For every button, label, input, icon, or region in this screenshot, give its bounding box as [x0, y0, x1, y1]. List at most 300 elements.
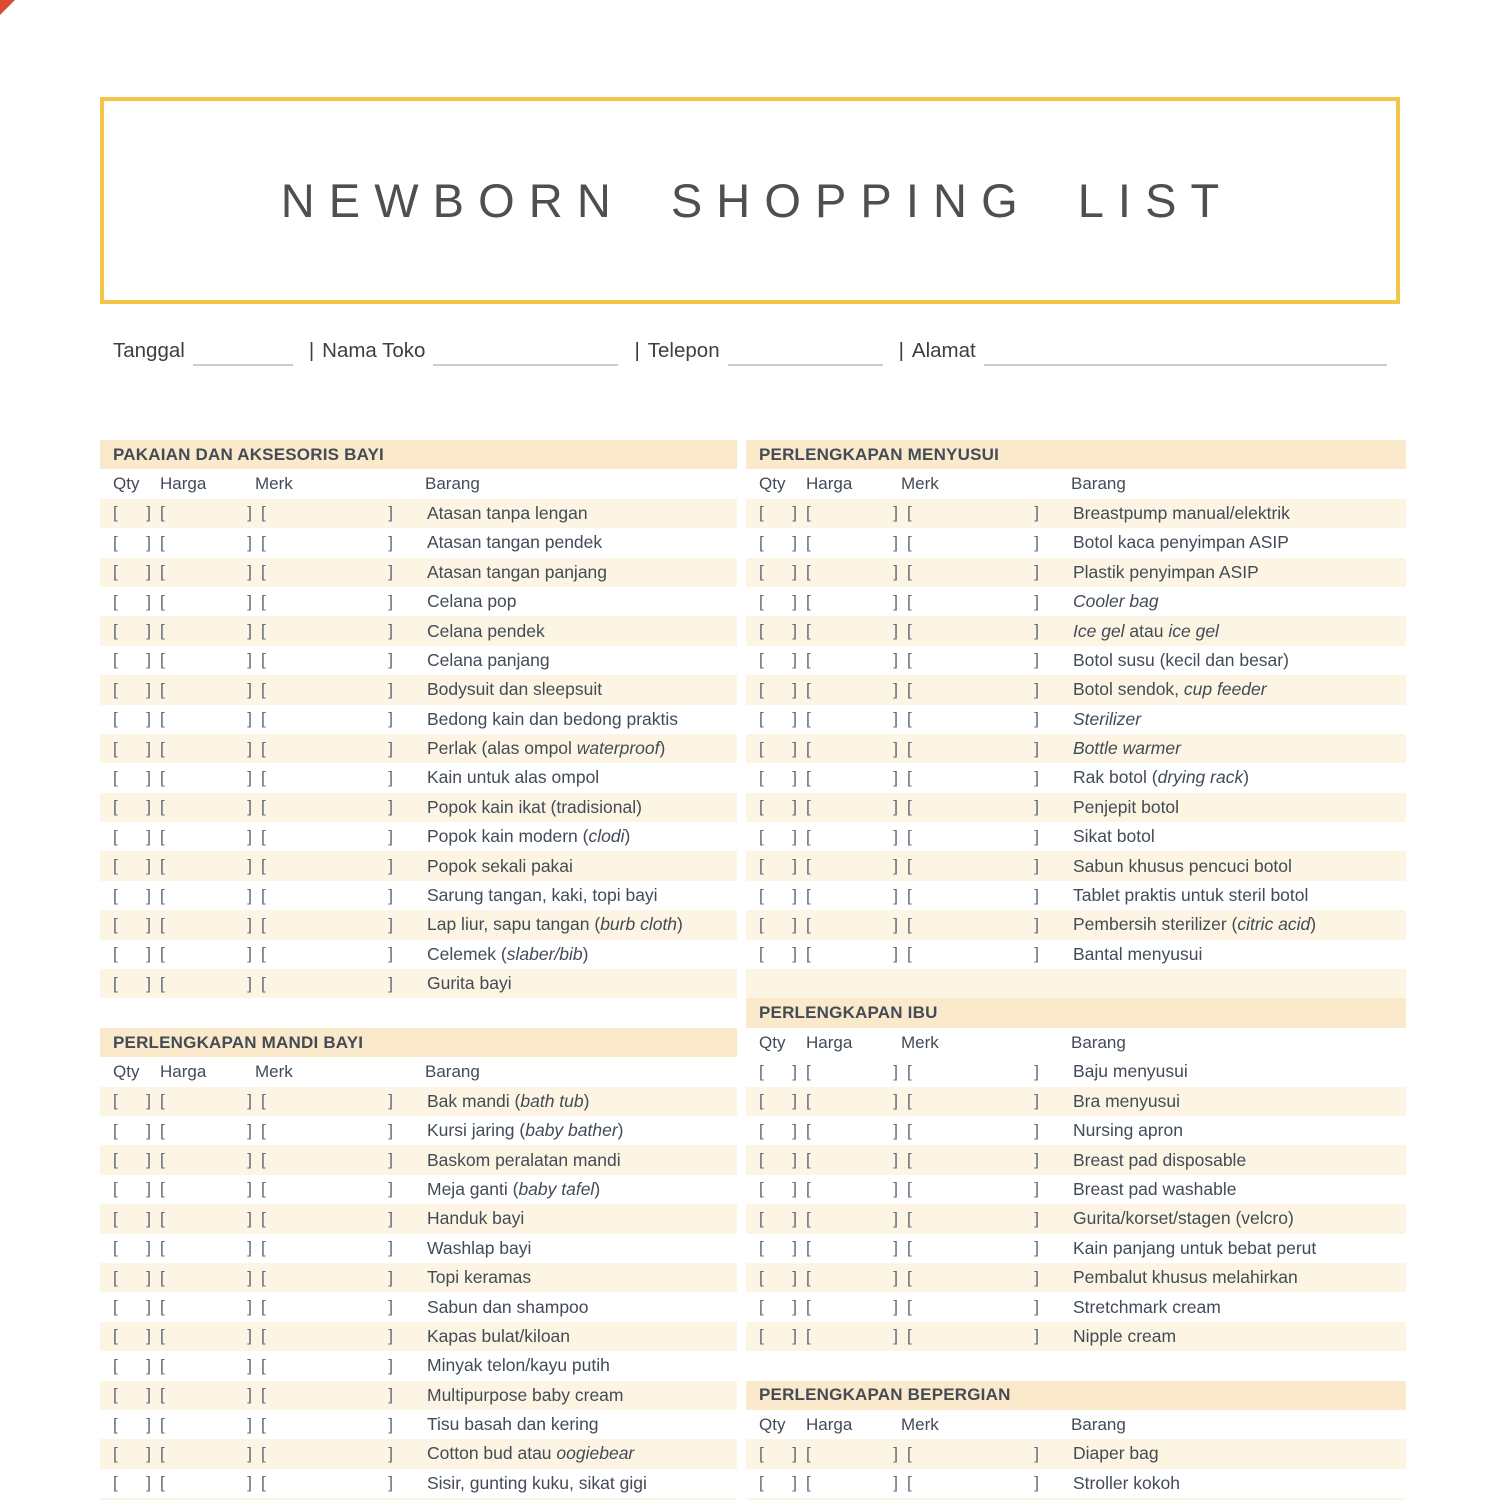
- list-item: [746, 616, 1406, 645]
- item-label: Handuk bayi: [427, 1208, 525, 1229]
- qty-bracket-field: [ ]: [113, 973, 151, 993]
- qty-bracket-field: [ ]: [113, 1208, 151, 1228]
- item-label: Stroller kokoh: [1073, 1472, 1180, 1493]
- section-header: PERLENGKAPAN MANDI BAYI: [100, 1028, 737, 1057]
- list-item: [746, 763, 1406, 792]
- item-label: Celana pendek: [427, 620, 545, 641]
- qty-bracket-field: [ ]: [113, 591, 151, 611]
- info-blank-nama-toko: [433, 338, 618, 366]
- harga-bracket-field: [ ]: [160, 767, 252, 787]
- harga-bracket-field: [ ]: [806, 1061, 898, 1081]
- separator: |: [308, 339, 315, 362]
- harga-bracket-field: [ ]: [806, 797, 898, 817]
- qty-bracket-field: [ ]: [113, 1414, 151, 1434]
- merk-bracket-field: [ ]: [907, 1297, 1039, 1317]
- item-label: Celemek (slaber/bib): [427, 943, 589, 964]
- harga-bracket-field: [ ]: [160, 973, 252, 993]
- item-label: Bedong kain dan bedong praktis: [427, 708, 679, 729]
- harga-bracket-field: [ ]: [806, 562, 898, 582]
- harga-bracket-field: [ ]: [160, 797, 252, 817]
- list-item: [100, 881, 737, 910]
- merk-bracket-field: [ ]: [907, 1326, 1039, 1346]
- harga-bracket-field: [ ]: [806, 1473, 898, 1493]
- column-header-harga: Harga: [806, 1414, 853, 1434]
- right-column: [746, 440, 1406, 1500]
- qty-bracket-field: [ ]: [759, 1238, 797, 1258]
- item-label: Tisu basah dan kering: [427, 1414, 599, 1435]
- item-label: Bra menyusui: [1073, 1090, 1180, 1111]
- spacer-row: [100, 998, 737, 1027]
- merk-bracket-field: [ ]: [907, 1091, 1039, 1111]
- qty-bracket-field: [ ]: [759, 650, 797, 670]
- harga-bracket-field: [ ]: [806, 709, 898, 729]
- harga-bracket-field: [ ]: [160, 621, 252, 641]
- item-label: Nursing apron: [1073, 1120, 1183, 1141]
- merk-bracket-field: [ ]: [261, 1326, 393, 1346]
- item-label: Perlak (alas ompol waterproof): [427, 738, 666, 759]
- qty-bracket-field: [ ]: [113, 914, 151, 934]
- spacer-row: [746, 1351, 1406, 1380]
- harga-bracket-field: [ ]: [806, 1208, 898, 1228]
- harga-bracket-field: [ ]: [160, 1150, 252, 1170]
- item-label: Botol susu (kecil dan besar): [1073, 649, 1289, 670]
- list-item: [100, 969, 737, 998]
- harga-bracket-field: [ ]: [160, 679, 252, 699]
- harga-bracket-field: [ ]: [806, 650, 898, 670]
- column-header-row: [100, 1057, 737, 1086]
- item-label: Ice gel atau ice gel: [1073, 620, 1219, 641]
- item-label: Kain untuk alas ompol: [427, 767, 600, 788]
- harga-bracket-field: [ ]: [160, 826, 252, 846]
- merk-bracket-field: [ ]: [261, 797, 393, 817]
- item-label: Sarung tangan, kaki, topi bayi: [427, 885, 658, 906]
- qty-bracket-field: [ ]: [759, 679, 797, 699]
- column-header-barang: Barang: [425, 1061, 480, 1081]
- harga-bracket-field: [ ]: [160, 856, 252, 876]
- list-item: [100, 851, 737, 880]
- list-item: [100, 587, 737, 616]
- harga-bracket-field: [ ]: [806, 1150, 898, 1170]
- column-header-merk: Merk: [901, 474, 939, 494]
- list-item: [100, 1469, 737, 1498]
- list-item: [746, 1057, 1406, 1086]
- item-label: Kursi jaring (baby bather): [427, 1120, 624, 1141]
- list-item: [746, 822, 1406, 851]
- qty-bracket-field: [ ]: [759, 767, 797, 787]
- column-header-merk: Merk: [255, 474, 293, 494]
- merk-bracket-field: [ ]: [907, 856, 1039, 876]
- item-label: Sabun dan shampoo: [427, 1296, 589, 1317]
- item-label: Atasan tangan panjang: [427, 561, 608, 582]
- harga-bracket-field: [ ]: [806, 591, 898, 611]
- item-label: Minyak telon/kayu putih: [427, 1355, 610, 1376]
- list-item: [100, 558, 737, 587]
- list-item: [746, 499, 1406, 528]
- list-item: [746, 1175, 1406, 1204]
- item-label: Popok kain ikat (tradisional): [427, 796, 642, 817]
- qty-bracket-field: [ ]: [113, 885, 151, 905]
- item-label: Penjepit botol: [1073, 796, 1180, 817]
- merk-bracket-field: [ ]: [907, 1061, 1039, 1081]
- qty-bracket-field: [ ]: [113, 1150, 151, 1170]
- merk-bracket-field: [ ]: [907, 944, 1039, 964]
- harga-bracket-field: [ ]: [160, 1326, 252, 1346]
- list-item: [746, 1145, 1406, 1174]
- merk-bracket-field: [ ]: [261, 709, 393, 729]
- harga-bracket-field: [ ]: [160, 1179, 252, 1199]
- info-blank-telepon: [728, 338, 883, 366]
- item-label: Kain panjang untuk bebat perut: [1073, 1237, 1317, 1258]
- qty-bracket-field: [ ]: [759, 1091, 797, 1111]
- merk-bracket-field: [ ]: [261, 738, 393, 758]
- list-item: [746, 1469, 1406, 1498]
- qty-bracket-field: [ ]: [113, 709, 151, 729]
- merk-bracket-field: [ ]: [907, 1179, 1039, 1199]
- qty-bracket-field: [ ]: [113, 1238, 151, 1258]
- item-label: Topi keramas: [427, 1267, 532, 1288]
- merk-bracket-field: [ ]: [907, 532, 1039, 552]
- harga-bracket-field: [ ]: [806, 1091, 898, 1111]
- merk-bracket-field: [ ]: [261, 1091, 393, 1111]
- merk-bracket-field: [ ]: [907, 914, 1039, 934]
- merk-bracket-field: [ ]: [261, 532, 393, 552]
- item-label: Sterilizer: [1073, 708, 1142, 729]
- harga-bracket-field: [ ]: [806, 767, 898, 787]
- harga-bracket-field: [ ]: [806, 885, 898, 905]
- qty-bracket-field: [ ]: [759, 1326, 797, 1346]
- harga-bracket-field: [ ]: [160, 1385, 252, 1405]
- item-label: Atasan tanpa lengan: [427, 502, 588, 523]
- merk-bracket-field: [ ]: [907, 709, 1039, 729]
- merk-bracket-field: [ ]: [907, 591, 1039, 611]
- list-item: [100, 1292, 737, 1321]
- qty-bracket-field: [ ]: [759, 1443, 797, 1463]
- item-label: Plastik penyimpan ASIP: [1073, 561, 1259, 582]
- title-box: [100, 97, 1400, 304]
- harga-bracket-field: [ ]: [160, 914, 252, 934]
- info-label-nama-toko: Nama Toko: [322, 339, 426, 362]
- harga-bracket-field: [ ]: [160, 944, 252, 964]
- qty-bracket-field: [ ]: [759, 1473, 797, 1493]
- merk-bracket-field: [ ]: [261, 1179, 393, 1199]
- item-label: Diaper bag: [1073, 1443, 1159, 1464]
- merk-bracket-field: [ ]: [261, 1267, 393, 1287]
- qty-bracket-field: [ ]: [113, 650, 151, 670]
- qty-bracket-field: [ ]: [113, 826, 151, 846]
- harga-bracket-field: [ ]: [160, 1208, 252, 1228]
- item-label: Bodysuit dan sleepsuit: [427, 679, 603, 700]
- harga-bracket-field: [ ]: [160, 532, 252, 552]
- column-header-barang: Barang: [425, 474, 480, 494]
- merk-bracket-field: [ ]: [907, 797, 1039, 817]
- list-item: [746, 940, 1406, 969]
- info-line: [113, 334, 1387, 366]
- separator: |: [634, 339, 640, 362]
- list-item: [746, 734, 1406, 763]
- harga-bracket-field: [ ]: [806, 1238, 898, 1258]
- harga-bracket-field: [ ]: [806, 1297, 898, 1317]
- merk-bracket-field: [ ]: [261, 944, 393, 964]
- qty-bracket-field: [ ]: [759, 591, 797, 611]
- qty-bracket-field: [ ]: [113, 1385, 151, 1405]
- harga-bracket-field: [ ]: [806, 1179, 898, 1199]
- merk-bracket-field: [ ]: [907, 826, 1039, 846]
- column-header-row: [746, 1028, 1406, 1057]
- merk-bracket-field: [ ]: [907, 1267, 1039, 1287]
- column-header-qty: Qty: [759, 1032, 786, 1052]
- qty-bracket-field: [ ]: [759, 1297, 797, 1317]
- qty-bracket-field: [ ]: [113, 1326, 151, 1346]
- section-header: PERLENGKAPAN IBU: [746, 998, 1406, 1027]
- item-label: Nipple cream: [1073, 1325, 1177, 1346]
- qty-bracket-field: [ ]: [759, 621, 797, 641]
- item-label: Tablet praktis untuk steril botol: [1073, 885, 1309, 906]
- item-label: Botol sendok, cup feeder: [1073, 679, 1267, 700]
- merk-bracket-field: [ ]: [261, 503, 393, 523]
- item-label: Gurita/korset/stagen (velcro): [1073, 1208, 1294, 1229]
- list-item: [746, 705, 1406, 734]
- qty-bracket-field: [ ]: [113, 1473, 151, 1493]
- harga-bracket-field: [ ]: [806, 944, 898, 964]
- list-item: [746, 675, 1406, 704]
- qty-bracket-field: [ ]: [113, 621, 151, 641]
- qty-bracket-field: [ ]: [759, 709, 797, 729]
- harga-bracket-field: [ ]: [806, 1120, 898, 1140]
- harga-bracket-field: [ ]: [160, 1091, 252, 1111]
- item-label: Popok kain modern (clodi): [427, 826, 631, 847]
- list-item: [746, 646, 1406, 675]
- merk-bracket-field: [ ]: [261, 1238, 393, 1258]
- qty-bracket-field: [ ]: [759, 885, 797, 905]
- item-label: Cooler bag: [1073, 591, 1159, 612]
- item-label: Sisir, gunting kuku, sikat gigi: [427, 1472, 647, 1493]
- info-label-tanggal: Tanggal: [113, 339, 185, 362]
- list-item: [100, 1204, 737, 1233]
- list-item: [746, 587, 1406, 616]
- list-item: [100, 822, 737, 851]
- list-item: [100, 1145, 737, 1174]
- column-header-harga: Harga: [160, 474, 207, 494]
- item-label: Breastpump manual/elektrik: [1073, 502, 1290, 523]
- column-header-barang: Barang: [1071, 1032, 1126, 1052]
- list-item: [100, 910, 737, 939]
- list-item: [100, 1087, 737, 1116]
- qty-bracket-field: [ ]: [113, 1297, 151, 1317]
- merk-bracket-field: [ ]: [907, 738, 1039, 758]
- harga-bracket-field: [ ]: [806, 738, 898, 758]
- column-header-row: [746, 1410, 1406, 1439]
- item-label: Pembalut khusus melahirkan: [1073, 1267, 1298, 1288]
- harga-bracket-field: [ ]: [806, 1267, 898, 1287]
- item-label: Washlap bayi: [427, 1237, 532, 1258]
- qty-bracket-field: [ ]: [113, 1267, 151, 1287]
- item-label: Baskom peralatan mandi: [427, 1149, 621, 1170]
- list-item: [100, 616, 737, 645]
- merk-bracket-field: [ ]: [261, 591, 393, 611]
- merk-bracket-field: [ ]: [907, 767, 1039, 787]
- qty-bracket-field: [ ]: [113, 1179, 151, 1199]
- list-item: [100, 528, 737, 557]
- merk-bracket-field: [ ]: [907, 562, 1039, 582]
- list-item: [100, 1234, 737, 1263]
- item-label: Bottle warmer: [1073, 738, 1181, 759]
- list-item: [100, 1381, 737, 1410]
- qty-bracket-field: [ ]: [759, 914, 797, 934]
- merk-bracket-field: [ ]: [907, 1208, 1039, 1228]
- qty-bracket-field: [ ]: [113, 1120, 151, 1140]
- list-item: [100, 763, 737, 792]
- harga-bracket-field: [ ]: [160, 1297, 252, 1317]
- list-item: [100, 1322, 737, 1351]
- column-header-row: [100, 469, 737, 498]
- harga-bracket-field: [ ]: [806, 503, 898, 523]
- harga-bracket-field: [ ]: [160, 591, 252, 611]
- item-label: Sikat botol: [1073, 826, 1155, 847]
- harga-bracket-field: [ ]: [160, 1238, 252, 1258]
- merk-bracket-field: [ ]: [261, 826, 393, 846]
- item-label: Stretchmark cream: [1073, 1296, 1221, 1317]
- harga-bracket-field: [ ]: [160, 1120, 252, 1140]
- qty-bracket-field: [ ]: [113, 797, 151, 817]
- merk-bracket-field: [ ]: [261, 1150, 393, 1170]
- qty-bracket-field: [ ]: [759, 1267, 797, 1287]
- merk-bracket-field: [ ]: [261, 885, 393, 905]
- column-header-harga: Harga: [806, 1032, 853, 1052]
- item-label: Rak botol (drying rack): [1073, 767, 1250, 788]
- qty-bracket-field: [ ]: [759, 1179, 797, 1199]
- item-label: Kapas bulat/kiloan: [427, 1325, 571, 1346]
- qty-bracket-field: [ ]: [759, 562, 797, 582]
- harga-bracket-field: [ ]: [160, 1443, 252, 1463]
- info-label-alamat: Alamat: [911, 339, 976, 362]
- list-item: [746, 1204, 1406, 1233]
- list-item: [746, 1234, 1406, 1263]
- harga-bracket-field: [ ]: [806, 914, 898, 934]
- list-item: [746, 881, 1406, 910]
- item-label: Breast pad washable: [1073, 1178, 1237, 1199]
- harga-bracket-field: [ ]: [160, 562, 252, 582]
- item-label: Baju menyusui: [1073, 1061, 1188, 1082]
- qty-bracket-field: [ ]: [113, 562, 151, 582]
- qty-bracket-field: [ ]: [113, 767, 151, 787]
- harga-bracket-field: [ ]: [160, 1355, 252, 1375]
- merk-bracket-field: [ ]: [261, 1443, 393, 1463]
- merk-bracket-field: [ ]: [907, 1473, 1039, 1493]
- item-label: Bak mandi (bath tub): [427, 1090, 590, 1111]
- merk-bracket-field: [ ]: [261, 1208, 393, 1228]
- column-header-qty: Qty: [759, 474, 786, 494]
- merk-bracket-field: [ ]: [261, 1385, 393, 1405]
- qty-bracket-field: [ ]: [759, 1061, 797, 1081]
- item-label: Multipurpose baby cream: [427, 1384, 624, 1405]
- list-item: [100, 1263, 737, 1292]
- item-label: Cotton bud atau oogiebear: [427, 1443, 635, 1464]
- merk-bracket-field: [ ]: [261, 1473, 393, 1493]
- qty-bracket-field: [ ]: [759, 856, 797, 876]
- list-item: [746, 528, 1406, 557]
- left-column: [100, 440, 737, 1500]
- column-header-qty: Qty: [113, 474, 140, 494]
- merk-bracket-field: [ ]: [261, 973, 393, 993]
- item-label: Breast pad disposable: [1073, 1149, 1247, 1170]
- item-label: Meja ganti (baby tafel): [427, 1178, 601, 1199]
- list-item: [100, 646, 737, 675]
- qty-bracket-field: [ ]: [759, 532, 797, 552]
- list-item: [746, 793, 1406, 822]
- item-label: Lap liur, sapu tangan (burb cloth): [427, 914, 683, 935]
- qty-bracket-field: [ ]: [759, 1150, 797, 1170]
- list-item: [746, 1263, 1406, 1292]
- harga-bracket-field: [ ]: [806, 532, 898, 552]
- page-title: NEWBORN SHOPPING LIST: [280, 174, 1234, 227]
- list-item: [746, 1087, 1406, 1116]
- column-header-merk: Merk: [255, 1061, 293, 1081]
- column-header-merk: Merk: [901, 1032, 939, 1052]
- merk-bracket-field: [ ]: [261, 621, 393, 641]
- list-item: [746, 1116, 1406, 1145]
- item-label: Botol kaca penyimpan ASIP: [1073, 532, 1289, 553]
- list-item: [100, 1116, 737, 1145]
- item-label: Celana pop: [427, 591, 517, 612]
- list-item: [746, 1439, 1406, 1468]
- merk-bracket-field: [ ]: [261, 679, 393, 699]
- qty-bracket-field: [ ]: [759, 944, 797, 964]
- column-header-harga: Harga: [806, 474, 853, 494]
- section-header: PERLENGKAPAN MENYUSUI: [746, 440, 1406, 469]
- qty-bracket-field: [ ]: [113, 856, 151, 876]
- harga-bracket-field: [ ]: [806, 679, 898, 699]
- column-header-barang: Barang: [1071, 474, 1126, 494]
- qty-bracket-field: [ ]: [113, 1443, 151, 1463]
- harga-bracket-field: [ ]: [160, 1473, 252, 1493]
- item-label: Sabun khusus pencuci botol: [1073, 855, 1292, 876]
- merk-bracket-field: [ ]: [261, 650, 393, 670]
- harga-bracket-field: [ ]: [160, 503, 252, 523]
- info-blank-tanggal: [193, 338, 293, 366]
- merk-bracket-field: [ ]: [261, 1355, 393, 1375]
- merk-bracket-field: [ ]: [907, 885, 1039, 905]
- list-item: [100, 1439, 737, 1468]
- list-item: [100, 940, 737, 969]
- section-header: PAKAIAN DAN AKSESORIS BAYI: [100, 440, 737, 469]
- list-item: [746, 910, 1406, 939]
- item-label: Bantal menyusui: [1073, 943, 1203, 964]
- list-item: [100, 1175, 737, 1204]
- list-item: [100, 675, 737, 704]
- spacer-row: [746, 969, 1406, 998]
- qty-bracket-field: [ ]: [113, 738, 151, 758]
- qty-bracket-field: [ ]: [113, 532, 151, 552]
- qty-bracket-field: [ ]: [113, 944, 151, 964]
- shopping-lists: [100, 440, 1406, 1500]
- list-item: [746, 851, 1406, 880]
- harga-bracket-field: [ ]: [160, 885, 252, 905]
- list-item: [746, 1292, 1406, 1321]
- list-item: [100, 1410, 737, 1439]
- corner-mark: [0, 0, 15, 15]
- harga-bracket-field: [ ]: [806, 1326, 898, 1346]
- merk-bracket-field: [ ]: [907, 1150, 1039, 1170]
- qty-bracket-field: [ ]: [113, 1091, 151, 1111]
- qty-bracket-field: [ ]: [759, 826, 797, 846]
- qty-bracket-field: [ ]: [759, 1208, 797, 1228]
- merk-bracket-field: [ ]: [907, 621, 1039, 641]
- item-label: Pembersih sterilizer (citric acid): [1073, 914, 1317, 935]
- merk-bracket-field: [ ]: [907, 503, 1039, 523]
- merk-bracket-field: [ ]: [261, 767, 393, 787]
- merk-bracket-field: [ ]: [907, 679, 1039, 699]
- harga-bracket-field: [ ]: [806, 856, 898, 876]
